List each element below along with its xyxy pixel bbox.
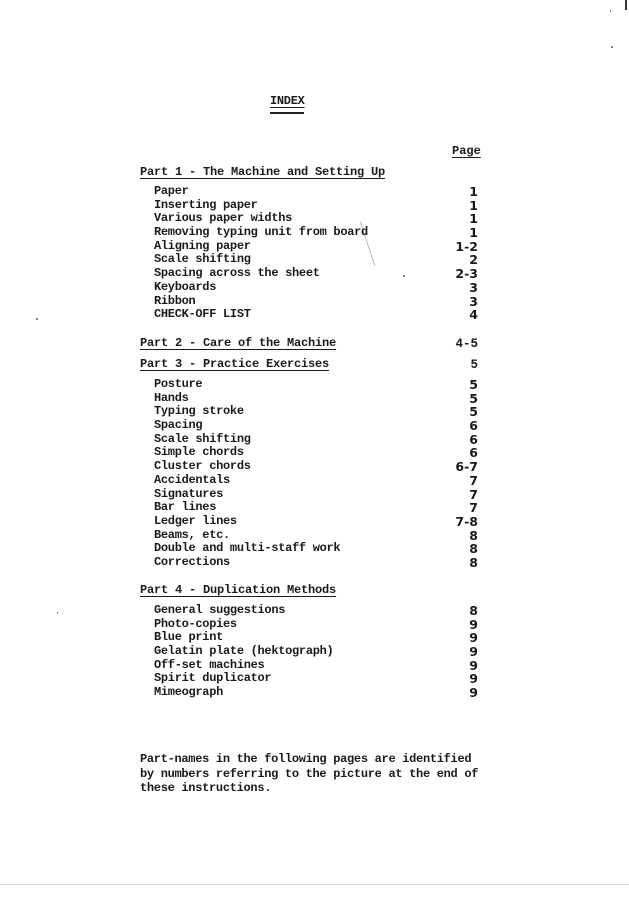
entry-page-number: 5 bbox=[469, 377, 478, 392]
entry-label: Gelatin plate (hektograph) bbox=[154, 644, 334, 659]
entry-label: Simple chords bbox=[154, 445, 244, 460]
section-heading-part-1: Part 1 - The Machine and Setting Up bbox=[140, 165, 386, 179]
entry-label: Ledger lines bbox=[154, 513, 237, 528]
entry-page-number: 3 bbox=[469, 279, 478, 295]
entry-label: Spacing across the sheet bbox=[154, 266, 320, 281]
paper-speck bbox=[57, 612, 58, 614]
entry-label: Blue print bbox=[154, 630, 224, 645]
entry-label: Typing stroke bbox=[154, 404, 244, 419]
footnote bbox=[140, 752, 500, 796]
scan-edge-mark bbox=[625, 0, 627, 10]
entry-page-number: 8 bbox=[469, 603, 478, 618]
entry-page-number: 7 bbox=[469, 500, 478, 516]
scan-bottom-edge bbox=[0, 884, 629, 885]
entry-page-number: 6 bbox=[469, 431, 478, 447]
entry-label: General suggestions bbox=[154, 603, 286, 617]
entry-page-number: 6 bbox=[469, 445, 478, 461]
entry-page-number: 9 bbox=[469, 671, 478, 687]
entry-page-number: 8 bbox=[469, 541, 478, 557]
entry-page-number: 7 bbox=[469, 472, 478, 488]
entry-label: Hands bbox=[154, 390, 189, 405]
entry-page-number: 6-7 bbox=[455, 459, 478, 475]
entry-label: Scale shifting bbox=[154, 252, 251, 267]
entry-label: Corrections bbox=[154, 554, 230, 569]
entry-page-number: 6 bbox=[469, 418, 478, 434]
entry-label: Beams, etc. bbox=[154, 527, 230, 542]
section-heading-part-2: Part 2 - Care of the Machine bbox=[140, 336, 337, 350]
entry-label: Mimeograph bbox=[154, 685, 224, 700]
entry-page-number: 8 bbox=[469, 527, 478, 543]
entry-page-number: 7 bbox=[469, 486, 478, 502]
entry-page-number: 9 bbox=[469, 644, 478, 660]
entry-label: Photo-copies bbox=[154, 616, 237, 631]
entry-page-number: 4 bbox=[469, 307, 478, 323]
index-title: INDEX bbox=[270, 94, 305, 108]
entry-label: Cluster chords bbox=[154, 459, 251, 474]
paper-speck bbox=[611, 46, 613, 48]
entry-label: Ribbon bbox=[154, 293, 196, 308]
entry-label: Keyboards bbox=[154, 279, 217, 294]
section-page-number: 4-5 bbox=[455, 337, 478, 351]
entry-label: Signatures bbox=[154, 486, 224, 501]
section-heading-part-4: Part 4 - Duplication Methods bbox=[140, 583, 337, 597]
entry-page-number: 3 bbox=[469, 293, 478, 309]
section-heading-part-3: Part 3 - Practice Exercises bbox=[140, 357, 330, 371]
entry-label: Aligning paper bbox=[154, 238, 251, 253]
entry-label: Paper bbox=[154, 184, 189, 198]
entry-page-number: 7-8 bbox=[455, 513, 478, 529]
entry-page-number: 1 bbox=[469, 184, 478, 199]
entry-label: CHECK-OFF LIST bbox=[154, 307, 251, 322]
entry-label: Various paper widths bbox=[154, 211, 293, 226]
entry-page-number: 1 bbox=[469, 225, 478, 241]
entry-label: Accidentals bbox=[154, 472, 230, 487]
entry-page-number: 8 bbox=[469, 554, 478, 570]
entry-page-number: 2-3 bbox=[455, 266, 478, 282]
entry-page-number: 9 bbox=[469, 630, 478, 646]
entry-page-number: 1 bbox=[469, 197, 478, 213]
entry-page-number: 9 bbox=[469, 616, 478, 632]
entry-page-number: 5 bbox=[469, 390, 478, 406]
entry-page-number: 9 bbox=[469, 685, 478, 701]
entry-label: Removing typing unit from board bbox=[154, 225, 368, 240]
entry-page-number: 1-2 bbox=[455, 238, 478, 254]
entry-label: Posture bbox=[154, 377, 203, 391]
paper-speck bbox=[610, 10, 611, 12]
entry-label: Inserting paper bbox=[154, 197, 258, 212]
entry-label: Scale shifting bbox=[154, 431, 251, 446]
entry-label: Bar lines bbox=[154, 500, 217, 515]
entry-label: Spirit duplicator bbox=[154, 671, 272, 686]
entry-page-number: 9 bbox=[469, 657, 478, 673]
paper-speck bbox=[36, 318, 38, 320]
entry-label: Double and multi-staff work bbox=[154, 541, 341, 556]
page-column-header: Page bbox=[452, 144, 481, 158]
entry-page-number: 1 bbox=[469, 211, 478, 227]
section-page-number: 5 bbox=[470, 358, 478, 372]
title-underline bbox=[270, 112, 304, 114]
entry-label: Off-set machines bbox=[154, 657, 265, 672]
footnote-line: these instructions. bbox=[140, 781, 272, 795]
entry-label: Spacing bbox=[154, 418, 203, 433]
footnote-line: by numbers referring to the picture at the end of bbox=[140, 766, 479, 781]
entry-page-number: 5 bbox=[469, 404, 478, 420]
entry-page-number: 2 bbox=[469, 252, 478, 268]
paper-speck bbox=[403, 275, 405, 277]
footnote-line: Part-names in the following pages are identified bbox=[140, 752, 472, 766]
